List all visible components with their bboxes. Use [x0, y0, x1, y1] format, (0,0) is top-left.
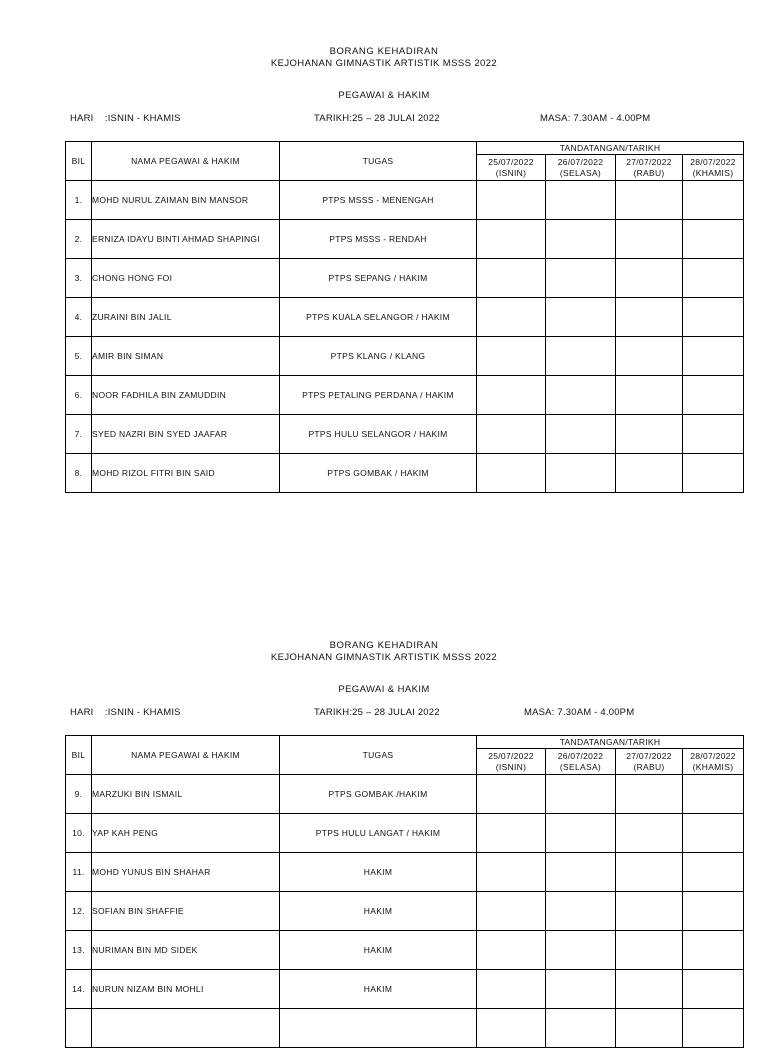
- info-hari: HARI :ISNIN - KHAMIS: [70, 707, 181, 718]
- signature-cell-day-4[interactable]: [683, 454, 744, 493]
- signature-cell-day-2[interactable]: [546, 181, 616, 220]
- signature-cell-day-2[interactable]: [546, 337, 616, 376]
- info-tarikh: TARIKH:25 – 28 JULAI 2022: [314, 113, 440, 124]
- row-nama: ERNIZA IDAYU BINTI AHMAD SHAPINGI: [92, 220, 280, 259]
- header-bil: BIL: [66, 142, 92, 181]
- row-bil: 14.: [66, 970, 92, 1009]
- signature-cell-day-1[interactable]: [477, 454, 546, 493]
- signature-cell-day-2[interactable]: [546, 853, 616, 892]
- row-bil: 2.: [66, 220, 92, 259]
- signature-cell-day-3[interactable]: [616, 220, 683, 259]
- header-tandatangan: TANDATANGAN/TARIKH: [477, 736, 744, 749]
- info-tarikh: TARIKH:25 – 28 JULAI 2022: [314, 707, 440, 718]
- row-nama: AMIR BIN SIMAN: [92, 337, 280, 376]
- signature-cell-day-3[interactable]: [616, 298, 683, 337]
- row-tugas: PTPS HULU LANGAT / HAKIM: [280, 814, 477, 853]
- row-tugas: PTPS MSSS - MENENGAH: [280, 181, 477, 220]
- row-bil: 6.: [66, 376, 92, 415]
- signature-cell-day-4[interactable]: [683, 181, 744, 220]
- table-row: [66, 259, 744, 298]
- table-row: [66, 454, 744, 493]
- signature-cell-day-1[interactable]: [477, 853, 546, 892]
- row-tugas: PTPS HULU SELANGOR / HAKIM: [280, 415, 477, 454]
- row-nama: ZURAINI BIN JALIL: [92, 298, 280, 337]
- table-row: [66, 298, 744, 337]
- signature-cell-day-3[interactable]: [616, 454, 683, 493]
- row-tugas: PTPS KLANG / KLANG: [280, 337, 477, 376]
- form-title: BORANG KEHADIRAN: [329, 640, 439, 651]
- signature-cell-day-3[interactable]: [616, 181, 683, 220]
- table-row: [66, 814, 744, 853]
- row-tugas: [280, 1009, 477, 1048]
- signature-cell-day-4[interactable]: [683, 931, 744, 970]
- signature-cell-day-4[interactable]: [683, 376, 744, 415]
- row-bil: 4.: [66, 298, 92, 337]
- signature-cell-day-4[interactable]: [683, 892, 744, 931]
- form-subtitle: KEJOHANAN GIMNASTIK ARTISTIK MSSS 2022: [270, 58, 498, 69]
- signature-cell-day-1[interactable]: [477, 298, 546, 337]
- signature-cell-day-1[interactable]: [477, 259, 546, 298]
- table-row: [66, 415, 744, 454]
- attendance-table: [65, 141, 744, 493]
- signature-cell-day-1[interactable]: [477, 970, 546, 1009]
- signature-cell-day-2[interactable]: [546, 415, 616, 454]
- signature-cell-day-3[interactable]: [616, 775, 683, 814]
- header-date-1: 25/07/2022 (ISNIN): [477, 155, 546, 181]
- row-nama: MOHD NURUL ZAIMAN BIN MANSOR: [92, 181, 280, 220]
- table-row: [66, 970, 744, 1009]
- form-heading: PEGAWAI & HAKIM: [338, 684, 430, 695]
- row-nama: [92, 1009, 280, 1048]
- row-bil: 9.: [66, 775, 92, 814]
- header-date-2: 26/07/2022 (SELASA): [546, 749, 616, 775]
- header-date-2: 26/07/2022 (SELASA): [546, 155, 616, 181]
- signature-cell-day-1[interactable]: [477, 931, 546, 970]
- signature-cell-day-3[interactable]: [616, 337, 683, 376]
- signature-cell-day-2[interactable]: [546, 931, 616, 970]
- table-body: [66, 181, 744, 493]
- table-row: [66, 931, 744, 970]
- signature-cell-day-1[interactable]: [477, 892, 546, 931]
- row-tugas: PTPS GOMBAK /HAKIM: [280, 775, 477, 814]
- row-nama: CHONG HONG FOI: [92, 259, 280, 298]
- table-row: [66, 376, 744, 415]
- row-nama: MARZUKI BIN ISMAIL: [92, 775, 280, 814]
- signature-cell-day-4[interactable]: [683, 970, 744, 1009]
- signature-cell-day-1[interactable]: [477, 775, 546, 814]
- header-tandatangan: TANDATANGAN/TARIKH: [477, 142, 744, 155]
- signature-cell-day-3[interactable]: [616, 415, 683, 454]
- signature-cell-day-1[interactable]: [477, 814, 546, 853]
- attendance-table: [65, 735, 744, 1048]
- row-bil: 11.: [66, 853, 92, 892]
- header-nama: NAMA PEGAWAI & HAKIM: [92, 736, 280, 775]
- signature-cell-day-4[interactable]: [683, 298, 744, 337]
- table-row: [66, 181, 744, 220]
- signature-cell-day-2[interactable]: [546, 376, 616, 415]
- row-nama: MOHD YUNUS BIN SHAHAR: [92, 853, 280, 892]
- row-bil: 7.: [66, 415, 92, 454]
- row-tugas: HAKIM: [280, 931, 477, 970]
- header-date-4: 28/07/2022 (KHAMIS): [683, 749, 744, 775]
- signature-cell-day-3[interactable]: [616, 892, 683, 931]
- signature-cell-day-4[interactable]: [683, 415, 744, 454]
- table-header: [66, 142, 744, 181]
- signature-cell-day-4[interactable]: [683, 853, 744, 892]
- signature-cell-day-3[interactable]: [616, 376, 683, 415]
- header-date-3: 27/07/2022 (RABU): [616, 155, 683, 181]
- row-tugas: PTPS KUALA SELANGOR / HAKIM: [280, 298, 477, 337]
- row-nama: SYED NAZRI BIN SYED JAAFAR: [92, 415, 280, 454]
- signature-cell-day-3[interactable]: [616, 853, 683, 892]
- table-row: [66, 1009, 744, 1048]
- row-tugas: PTPS MSSS - RENDAH: [280, 220, 477, 259]
- signature-cell-day-1[interactable]: [477, 415, 546, 454]
- table-row: [66, 892, 744, 931]
- signature-cell-day-2[interactable]: [546, 970, 616, 1009]
- signature-cell-day-4[interactable]: [683, 220, 744, 259]
- row-bil: 1.: [66, 181, 92, 220]
- row-nama: SOFIAN BIN SHAFFIE: [92, 892, 280, 931]
- info-hari: HARI :ISNIN - KHAMIS: [70, 113, 181, 124]
- signature-cell-day-3[interactable]: [616, 259, 683, 298]
- signature-cell-day-4[interactable]: [683, 775, 744, 814]
- table-row: [66, 775, 744, 814]
- signature-cell-day-2[interactable]: [546, 220, 616, 259]
- signature-cell-day-1[interactable]: [477, 337, 546, 376]
- header-date-4: 28/07/2022 (KHAMIS): [683, 155, 744, 181]
- table-row: [66, 337, 744, 376]
- signature-cell-day-3[interactable]: [616, 1009, 683, 1048]
- row-bil: 8.: [66, 454, 92, 493]
- row-tugas: PTPS PETALING PERDANA / HAKIM: [280, 376, 477, 415]
- header-bil: BIL: [66, 736, 92, 775]
- table-header: [66, 736, 744, 775]
- row-bil: 10.: [66, 814, 92, 853]
- signature-cell-day-1[interactable]: [477, 181, 546, 220]
- signature-cell-day-4[interactable]: [683, 259, 744, 298]
- row-nama: NURIMAN BIN MD SIDEK: [92, 931, 280, 970]
- header-nama: NAMA PEGAWAI & HAKIM: [92, 142, 280, 181]
- attendance-form-page-2: [0, 640, 768, 994]
- table-row: [66, 220, 744, 259]
- row-bil: 3.: [66, 259, 92, 298]
- signature-cell-day-2[interactable]: [546, 1009, 616, 1048]
- table-body: [66, 775, 744, 1048]
- form-heading: PEGAWAI & HAKIM: [338, 90, 430, 101]
- info-masa: MASA: 7.30AM - 4.00PM: [524, 707, 635, 718]
- header-tugas: TUGAS: [280, 142, 477, 181]
- signature-cell-day-1[interactable]: [477, 1009, 546, 1048]
- header-date-3: 27/07/2022 (RABU): [616, 749, 683, 775]
- row-nama: MOHD RIZOL FITRI BIN SAID: [92, 454, 280, 493]
- info-masa: MASA: 7.30AM - 4.00PM: [540, 113, 651, 124]
- signature-cell-day-4[interactable]: [683, 1009, 744, 1048]
- signature-cell-day-3[interactable]: [616, 970, 683, 1009]
- row-bil: [66, 1009, 92, 1048]
- row-bil: 12.: [66, 892, 92, 931]
- signature-cell-day-2[interactable]: [546, 454, 616, 493]
- signature-cell-day-3[interactable]: [616, 814, 683, 853]
- signature-cell-day-1[interactable]: [477, 220, 546, 259]
- row-nama: NURUN NIZAM BIN MOHLI: [92, 970, 280, 1009]
- signature-cell-day-2[interactable]: [546, 814, 616, 853]
- signature-cell-day-4[interactable]: [683, 337, 744, 376]
- row-tugas: PTPS SEPANG / HAKIM: [280, 259, 477, 298]
- form-info-row: [0, 707, 768, 719]
- row-tugas: PTPS GOMBAK / HAKIM: [280, 454, 477, 493]
- row-tugas: HAKIM: [280, 892, 477, 931]
- signature-cell-day-3[interactable]: [616, 931, 683, 970]
- signature-cell-day-4[interactable]: [683, 814, 744, 853]
- signature-cell-day-1[interactable]: [477, 376, 546, 415]
- header-tugas: TUGAS: [280, 736, 477, 775]
- form-info-row: [0, 113, 768, 125]
- row-nama: NOOR FADHILA BIN ZAMUDDIN: [92, 376, 280, 415]
- form-subtitle: KEJOHANAN GIMNASTIK ARTISTIK MSSS 2022: [270, 652, 498, 663]
- signature-cell-day-2[interactable]: [546, 259, 616, 298]
- row-tugas: HAKIM: [280, 970, 477, 1009]
- form-title: BORANG KEHADIRAN: [329, 46, 439, 57]
- table-row: [66, 853, 744, 892]
- signature-cell-day-2[interactable]: [546, 775, 616, 814]
- row-bil: 13.: [66, 931, 92, 970]
- row-tugas: HAKIM: [280, 853, 477, 892]
- attendance-form-page-1: [0, 46, 768, 478]
- header-date-1: 25/07/2022 (ISNIN): [477, 749, 546, 775]
- signature-cell-day-2[interactable]: [546, 298, 616, 337]
- row-bil: 5.: [66, 337, 92, 376]
- row-nama: YAP KAH PENG: [92, 814, 280, 853]
- signature-cell-day-2[interactable]: [546, 892, 616, 931]
